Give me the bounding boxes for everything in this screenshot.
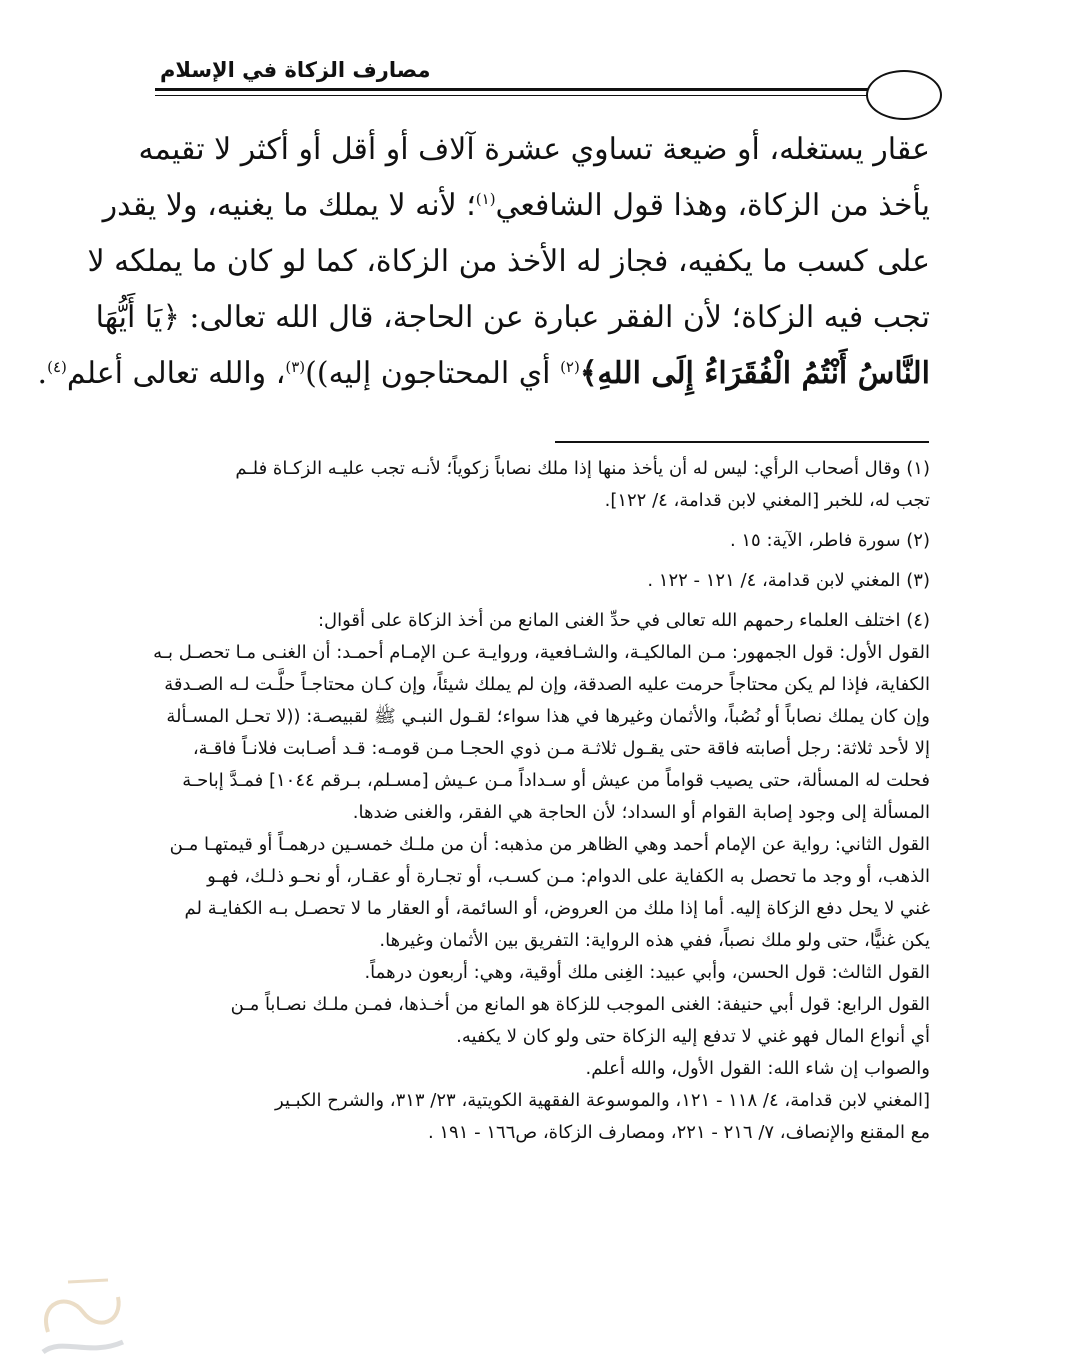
opinion-4-line-1: القول الرابع: قول أبي حنيفة: الغنى الموجب للزكاة هو المانع من أخـذها، فمـن ملـك نصـاباً مـن [230, 994, 930, 1015]
opinion-1-line-1: القول الأول: قول الجمهور: مـن المالكيـة، والشـافعية، وروايـة عـن الإمـام أحمـد: أن الغنـى مـا تحصـل بـه [153, 642, 930, 663]
body-line-2 [102, 178, 930, 234]
opinion-3: القول الثالث: قول الحسن، وأبي عبيد: الغِنى ملك أوقية، وهي: أربعون درهماً. [364, 962, 930, 983]
opinion-1-line-2: الكفاية، فإذا لم يكن محتاجاً حرمت عليه الصدقة، وإن لم يملك شيئاً، وإن كـان محتاجـاً حلَّـت لـه الصـدقة [164, 674, 930, 695]
opinion-4-line-2: أي أنواع المال فهو غني لا تدفع إليه الزكاة حتى ولو كان لا يكفيه. [456, 1026, 930, 1047]
body-line-2a: يأخذ من الزكاة، وهذا قول الشافعي [495, 188, 930, 223]
main-body-text [37, 122, 930, 402]
opinion-1-line-4: إلا لأحد ثلاثة: رجل أصابته فاقة حتى يقـول ثلاثـة مـن ذوي الحجـا مـن قومـه: قـد أصـابت فلانـاً فاقـة، [192, 738, 930, 759]
opinion-1-line-3: وإن كان يملك نصاباً أو نُصُباً، والأثمان وغيرها في هذا سواء؛ لقـول النبـي ﷺ لقبيصـة: ((لا تحـل المسـألة [166, 706, 930, 727]
footnote-1-line-2: تجب له، للخبر [المغني لابن قدامة، ٤/ ١٢٢]. [604, 490, 930, 511]
footnotes [153, 453, 930, 1149]
body-line-2b: ؛ لأنه لا يملك ما يغنيه، ولا يقدر [102, 188, 476, 223]
body-line-1: عقار يستغله، أو ضيعة تساوي عشرة آلاف أو أقل أو أكثر لا تقيمه [138, 132, 930, 167]
conclusion: والصواب إن شاء الله: القول الأول، والله أعلم. [585, 1058, 930, 1079]
header-rule-thick [155, 88, 871, 91]
body-line-5 [37, 346, 930, 402]
opinion-2-line-1: القول الثاني: رواية عن الإمام أحمد وهي الظاهر من مذهبه: أن من ملـك خمسـين درهمـاً أو قيمتهـا مـن [169, 834, 930, 855]
footnote-ref-3[interactable]: (٣) [285, 358, 306, 376]
body-line-5a: أي المحتاجون إليه)) [305, 356, 561, 391]
body-line-5b: ، والله تعالى أعلم [66, 356, 286, 391]
footnote-3: (٣) المغني لابن قدامة، ٤/ ١٢١ - ١٢٢ . [647, 570, 930, 591]
page-number-oval [866, 70, 942, 120]
opinion-2-line-3: غني لا يحل دفع الزكاة إليه. أما إذا ملك من العروض، أو السائمة، أو العقار ما لا تحصـل بـه الكفايـة لم [184, 898, 930, 919]
quran-verse: النَّاسُ أَنْتُمُ الْفُقَرَاءُ إِلَى اللهِ﴾ [579, 356, 930, 391]
header-rule-thin [155, 95, 871, 96]
footnote-ref-2[interactable]: (٢) [560, 358, 580, 376]
references-line-1: [المغني لابن قدامة، ٤/ ١١٨ - ١٢١، والموسوعة الفقهية الكويتية، ٢٣/ ٣١٣، والشرح الكبـير [275, 1090, 930, 1111]
body-line-3: على كسب ما يكفيه، فجاز له الأخذ من الزكاة، كما لو كان ما يملكه لا [87, 244, 930, 279]
footnote-separator [555, 441, 929, 443]
footnote-4-intro: (٤) اختلف العلماء رحمهم الله تعالى في حدِّ الغنى المانع من أخذ الزكاة على أقوال: [317, 610, 930, 631]
footnote-1-line-1: (١) وقال أصحاب الرأي: ليس له أن يأخذ منها إذا ملك نصاباً زكوياً؛ لأنـه تجب عليـه الزكـاة فلـم [235, 458, 930, 479]
opinion-2-line-2: الذهب، أو وجد ما تحصل به الكفاية على الدوام: مـن كسـب، أو تجـارة أو عقـار، أو نحـو ذلـك، فهـو [207, 866, 930, 887]
body-line-5c: . [37, 356, 48, 391]
footnote-2: (٢) سورة فاطر، الآية: ١٥ . [729, 530, 930, 551]
footnote-ref-1[interactable]: (١) [475, 190, 496, 208]
references-line-2: مع المقنع والإنصاف، ٧/ ٢١٦ - ٢٢١، ومصارف الزكاة، ص١٦٦ - ١٩١ . [427, 1122, 930, 1143]
running-header-title: مصارف الزكاة في الإسلام [160, 58, 431, 82]
opinion-1-line-6: المسألة إلى وجود إصابة القوام أو السداد؛ لأن الحاجة هي الفقر، والغنى ضدها. [352, 802, 930, 823]
watermark-logo [28, 1262, 138, 1362]
footnote-ref-4[interactable]: (٤) [47, 358, 67, 376]
opinion-1-line-5: فحلت له المسألة، حتى يصيب قواماً من عيش أو سـداداً مـن عـيش [مسـلم، بـرقم ١٠٤٤] فمـدَّ إباحـة [182, 770, 930, 791]
body-line-4: تجب فيه الزكاة؛ لأن الفقر عبارة عن الحاجة، قال الله تعالى: ﴿يَا أَيُّهَا [95, 300, 930, 335]
opinion-2-line-4: يكن غنيًّا، حتى ولو ملك نصباً، ففي هذه الرواية: التفريق بين الأثمان وغيرها. [379, 930, 930, 951]
